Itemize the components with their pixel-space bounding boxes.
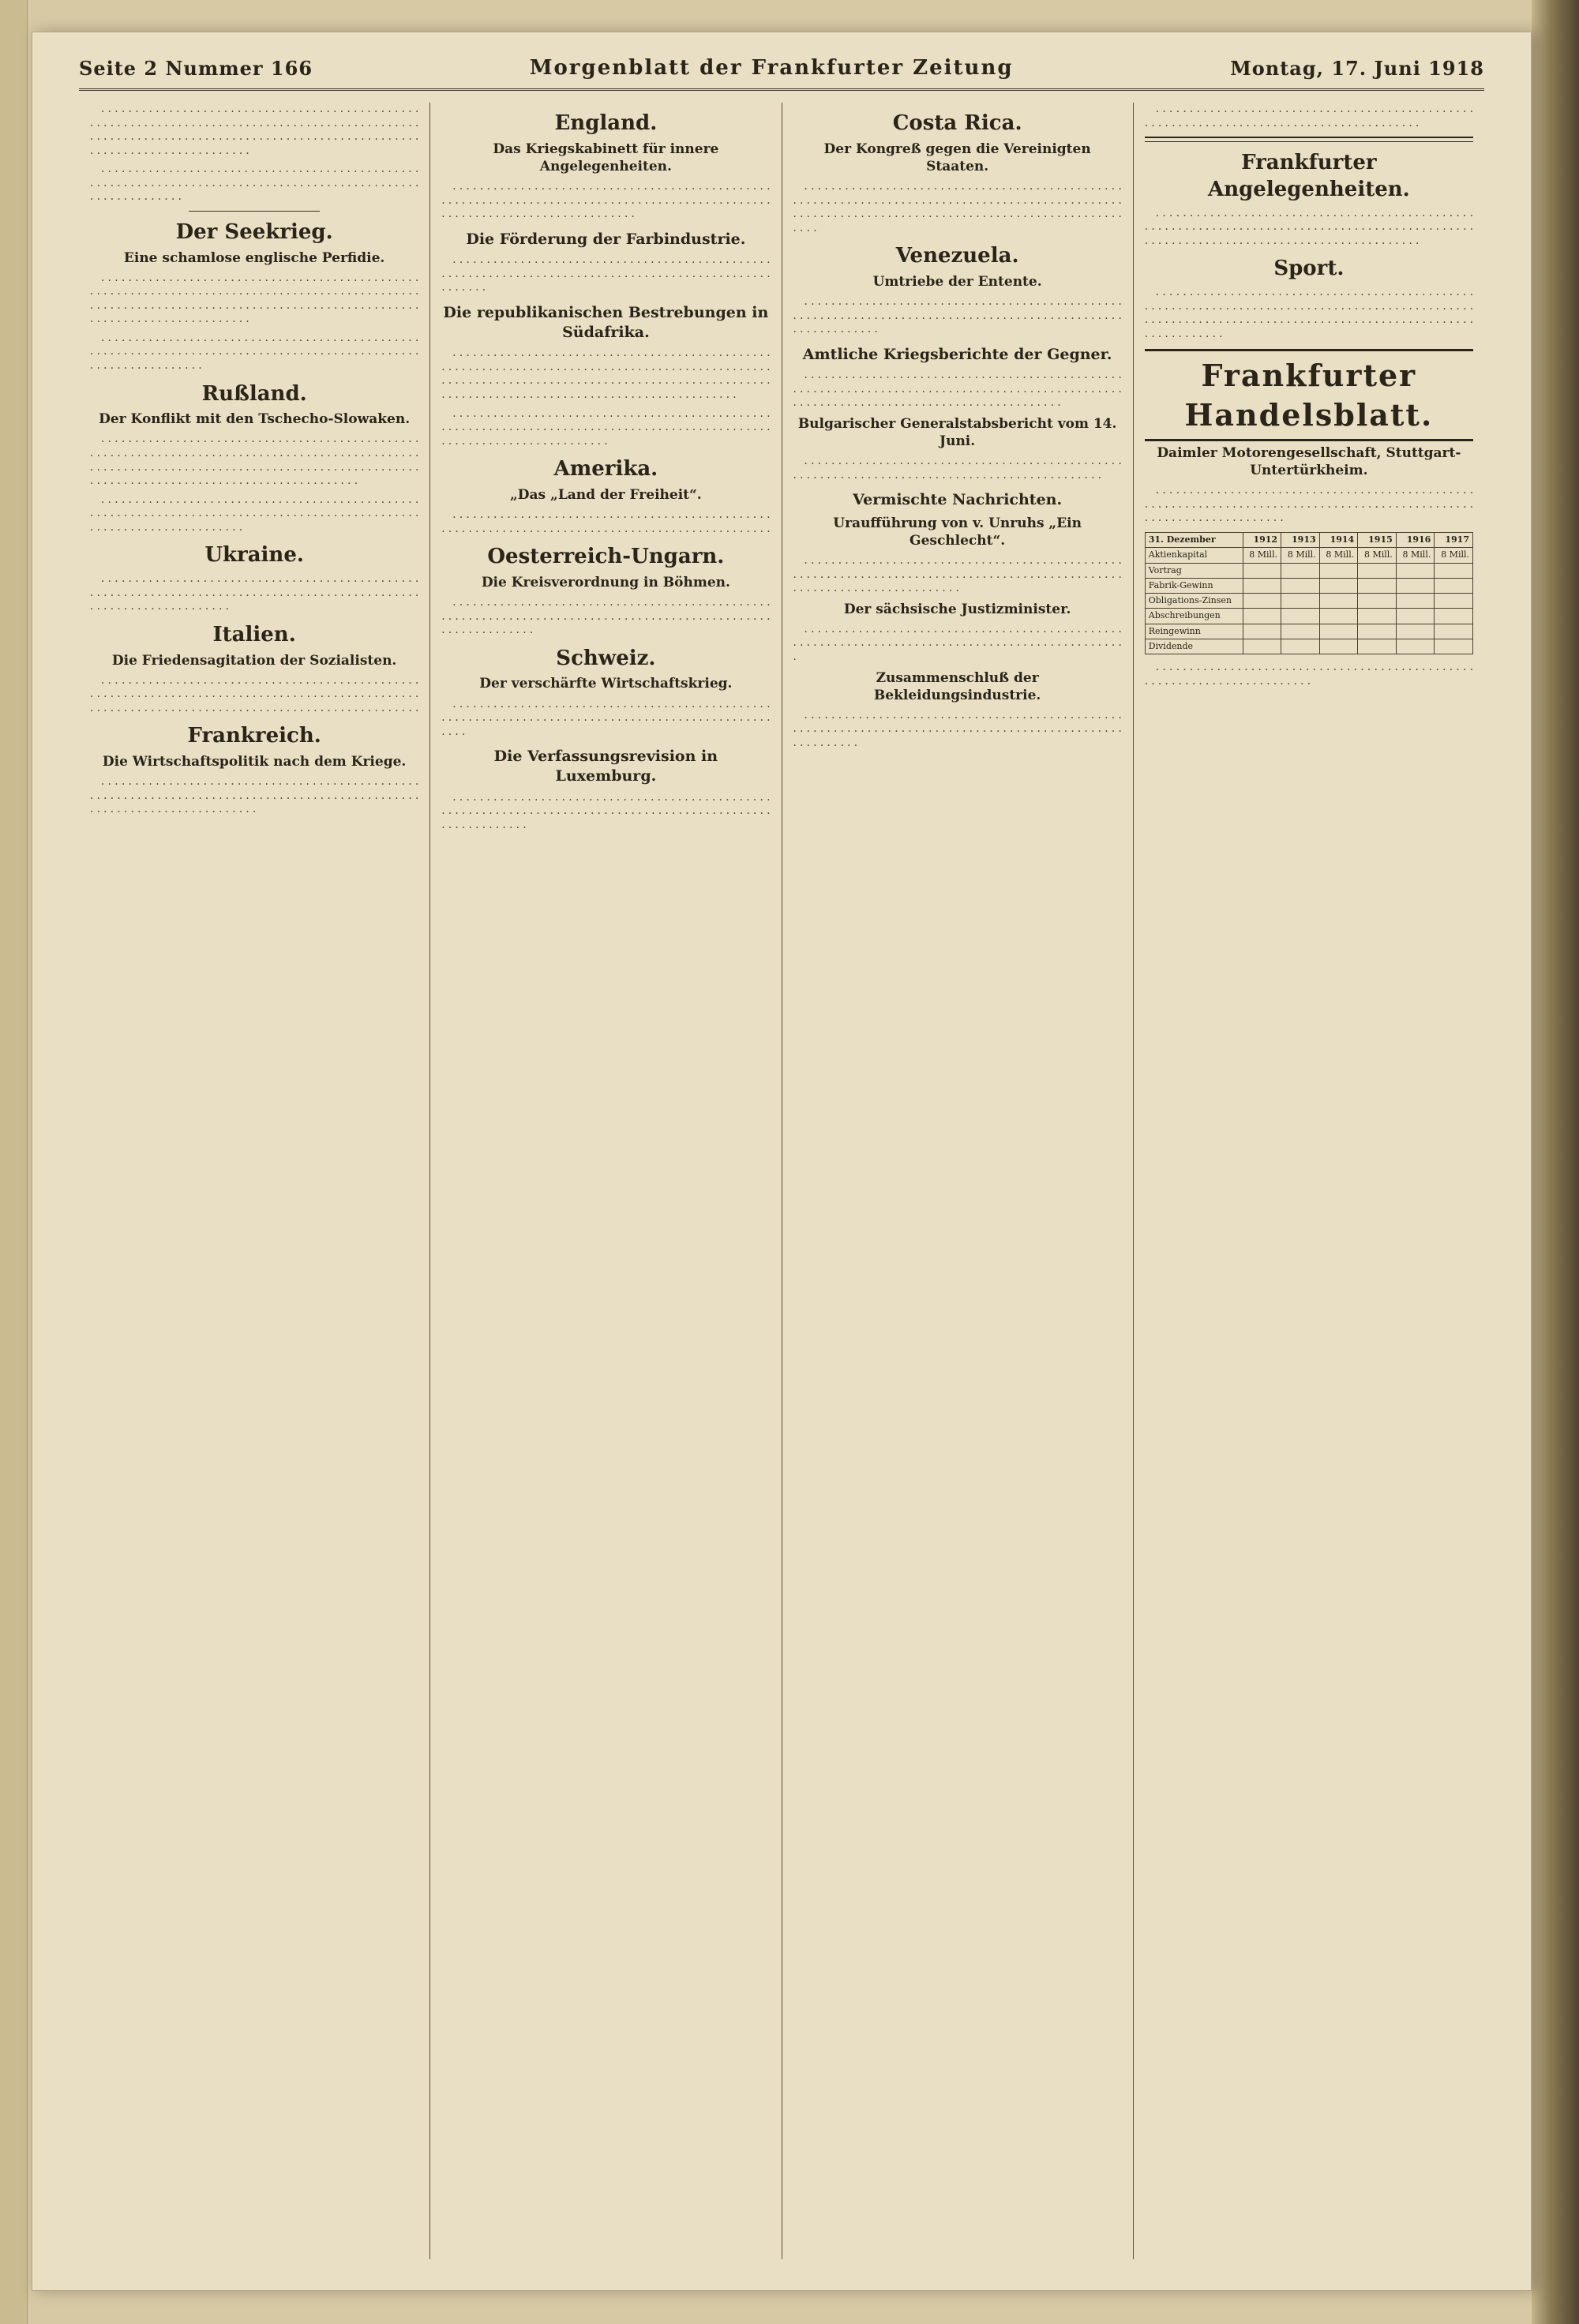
section-subtitle: Die Förderung der Farbindustrie. xyxy=(466,230,746,248)
section-title: Oesterreich-Ungarn. xyxy=(487,545,725,569)
section-subtitle: Der verschärfte Wirtschaftskrieg. xyxy=(479,676,733,692)
table-cell xyxy=(1396,639,1435,654)
table-cell xyxy=(1396,609,1435,624)
handelsblatt-masthead: Frankfurter Handelsblatt. xyxy=(1145,349,1473,441)
scan-ruler xyxy=(0,0,28,2324)
section-subtitle: Die Verfassungsrevision in Luxemburg. xyxy=(493,748,718,785)
table-cell xyxy=(1435,639,1473,654)
table-row xyxy=(1145,563,1472,578)
table-cell xyxy=(1358,563,1397,578)
table-cell xyxy=(1358,594,1397,609)
section-title: Amerika. xyxy=(553,457,658,482)
table-cell xyxy=(1435,594,1473,609)
table-cell xyxy=(1281,578,1320,593)
section-title: Sport. xyxy=(1273,257,1345,281)
section-title: Rußland. xyxy=(201,381,307,406)
section-subtitle: Der Kongreß gegen die Vereinigten Staaten. xyxy=(823,141,1091,174)
table-cell: Dividende xyxy=(1145,639,1243,654)
column-3: Costa Rica. Der Kongreß gegen die Vereinigten Staaten. . . . . . . . . . . . . . . . . . . . . . . . . . . . . . . . . . . . . . . . . . . . . . . . . . . . . . . . . . . . . . . . . . . . . . . . . . . . . . . . . . . . . . . . . . . . . . . . . . . . . . . . . . . . . . . . . . . . . . . . . . . . . . . . . . . . . . . . . . . . . . . . . . . . . . Venezuela. Umtriebe der Entente. . . . . . . . . . . . . . . . . . . . . . . . . . . . . . . . . . . . . . . . . . . . . . . . . . . . . . . . . . . . . . . . . . . . . . . . . . . . . . . . . . . . . . . . . . . . . . . . . . . . . . . . . . . . . . Amtliche Kriegsberichte der Gegner. . . . . . . . . . . . . . . . . . . . . . . . . . . . . . . . . . . . . . . . . . . . . . . . . . . . . . . . . . . . . . . . . . . . . . . . . . . . . . . . . . . . . . . . . . . . . . . . . . . . . . . . . . . . . . . . . . . . . . . . . . . . . . . . . . . . . . . . . Bulgarischer Generalstabsbericht vom 14. Juni. . . . . . . . . . . . . . . . . . . . . . . . . . . . . . . . . . . . . . . . . . . . . . . . . . . . . . . . . . . . . . . . . . . . . . . . . . . . . . . . . . . . . . . . . . . . . . Vermischte Nachrichten. Uraufführung von v. Unruhs „Ein Geschlecht“. . . . . . . . . . . . . . . . . . . . . . . . . . . . . . . . . . . . . . . . . . . . . . . . . . . . . . . . . . . . . . . . . . . . . . . . . . . . . . . . . . . . . . . . . . . . . . . . . . . . . . . . . . . . . . . . . . . . . . . . . . Der sächsische Justizminister. . . . . . . . . . . . . . . . . . . . . . . . . . . . . . . . . . . . . . . . . . . . . . . . . . . . . . . . . . . . . . . . . . . . . . . . . . . . . . . . . . . . . . . . . . . . . . . . . . Zusammenschluß der Bekleidungsindustrie. . . . . . . . . . . . . . . . . . . . . . . . . . . . . . . . . . . . . . . . . . . . . . . . . . . . . . . . . . . . . . . . . . . . . . . . . . . . . . . . . . . . . . . . . . . . . . . . . . . . . . . . . . . xyxy=(782,103,1134,2259)
section-subtitle: Das Kriegskabinett für innere Angelegenheiten. xyxy=(493,141,719,174)
section-title: Italien. xyxy=(212,622,296,647)
table-cell xyxy=(1243,578,1281,593)
table-cell xyxy=(1358,624,1397,639)
table-cell xyxy=(1358,609,1397,624)
page-header xyxy=(79,47,1484,91)
table-row xyxy=(1145,639,1472,654)
table-header-cell: 1917 xyxy=(1435,532,1473,547)
table-cell: Vortrag xyxy=(1145,563,1243,578)
table-cell: 8 Mill. xyxy=(1243,548,1281,563)
section-title: Costa Rica. xyxy=(892,111,1022,135)
table-cell xyxy=(1319,639,1358,654)
section-subtitle: „Das „Land der Freiheit“. xyxy=(510,486,702,503)
table-cell xyxy=(1396,594,1435,609)
table-cell xyxy=(1243,609,1281,624)
table-row xyxy=(1145,578,1472,593)
section-subtitle: Uraufführung von v. Unruhs „Ein Geschlecht“. xyxy=(833,515,1082,549)
table-cell xyxy=(1358,639,1397,654)
section-subtitle: Die Kreisverordnung in Böhmen. xyxy=(481,574,730,590)
table-cell xyxy=(1243,624,1281,639)
table-row xyxy=(1145,609,1472,624)
table-cell xyxy=(1319,594,1358,609)
column-1: . . . . . . . . . . . . . . . . . . . . . . . . . . . . . . . . . . . . . . . . . . . . . . . . . . . . . . . . . . . . . . . . . . . . . . . . . . . . . . . . . . . . . . . . . . . . . . . . . . . . . . . . . . . . . . . . . . . . . . . . . . . . . . . . . . . . . . . . . . . . . . . . . . . . . . . . . . . . . . . . . . . . . . . . . . . . . . . . . . . . . . . . . . . . . . . . . . . . . . . . . . . . . . . . . . . . . . . . . . . . . . . . . . . . . . . . . . . . . . . . . . . . . . . . . . . . . . . . . . . . . . . . . . . . . . . . . . . . . . . Der Seekrieg. Eine schamlose englische Perfidie. . . . . . . . . . . . . . . . . . . . . . . . . . . . . . . . . . . . . . . . . . . . . . . . . . . . . . . . . . . . . . . . . . . . . . . . . . . . . . . . . . . . . . . . . . . . . . . . . . . . . . . . . . . . . . . . . . . . . . . . . . . . . . . . . . . . . . . . . . . . . . . . . . . . . . . . . . . . . . . . . . . . . . . . . . . . . . . . . . . . . . . . . . . . . . . . . . . . . . . . . . . . . . . . . . . . . . . . . . . . . . . . . . . . . . . . . . . . . . . . . . . . . . . . . . . . . . . . . . . . . . . . . . . . . . . . . . . . . . . . . . . Rußland. Der Konflikt mit den Tschecho-Slowaken. . . . . . . . . . . . . . . . . . . . . . . . . . . . . . . . . . . . . . . . . . . . . . . . . . . . . . . . . . . . . . . . . . . . . . . . . . . . . . . . . . . . . . . . . . . . . . . . . . . . . . . . . . . . . . . . . . . . . . . . . . . . . . . . . . . . . . . . . . . . . . . . . . . . . . . . . . . . . . . . . . . . . . . . . . . . . . . . . . . . . . . . . . . . . . . . . . . . . . . . . . . . . . . . . . . . . . . . . . . . . . . . . . . . . . . . . . . . . . . . . . . . . . . . . . . . . . . . . . . . . . . . . . . . . . . . . . . . . . . . . . . . . . . . . . . . . . . . . . . . . . . . . Ukraine. . . . . . . . . . . . . . . . . . . . . . . . . . . . . . . . . . . . . . . . . . . . . . . . . . . . . . . . . . . . . . . . . . . . . . . . . . . . . . . . . . . . . . . . . . . . . . . . . . . . . . . . . . . . . . . . . . . . . . Italien. Die Friedensagitation der Sozialisten. . . . . . . . . . . . . . . . . . . . . . . . . . . . . . . . . . . . . . . . . . . . . . . . . . . . . . . . . . . . . . . . . . . . . . . . . . . . . . . . . . . . . . . . . . . . . . . . . . . . . . . . . . . . . . . . . . . . . . . . . . . . . . . . . . . . . . . . . . . . . . . . . . Frankreich. Die Wirtschaftspolitik nach dem Kriege. . . . . . . . . . . . . . . . . . . . . . . . . . . . . . . . . . . . . . . . . . . . . . . . . . . . . . . . . . . . . . . . . . . . . . . . . . . . . . . . . . . . . . . . . . . . . . . . . . . . . . . . . . . . . . . . . . . . . . . . . . xyxy=(79,103,430,2259)
table-header-cell: 31. Dezember xyxy=(1145,532,1243,547)
table-cell xyxy=(1243,639,1281,654)
column-4: . . . . . . . . . . . . . . . . . . . . . . . . . . . . . . . . . . . . . . . . . . . . . . . . . . . . . . . . . . . . . . . . . . . . . . . . . . . . . . . . . . . . . . . . Frankfurter Angelegenheiten. . . . . . . . . . . . . . . . . . . . . . . . . . . . . . . . . . . . . . . . . . . . . . . . . . . . . . . . . . . . . . . . . . . . . . . . . . . . . . . . . . . . . . . . . . . . . . . . . . . . . . . . . . . . . . . . . . . . . . . . . . . . . . . . . . . . . . . . . . Sport. . . . . . . . . . . . . . . . . . . . . . . . . . . . . . . . . . . . . . . . . . . . . . . . . . . . . . . . . . . . . . . . . . . . . . . . . . . . . . . . . . . . . . . . . . . . . . . . . . . . . . . . . . . . . . . . . . . . . . . . . . . . . . . . . . . . . . . . . . . . . . . . . . . . . . . . . . . . . . Frankfurter Handelsblatt. Daimler Motorengesellschaft, Stuttgart-Untertürkheim. . . . . . . . . . . . . . . . . . . . . . . . . . . . . . . . . . . . . . . . . . . . . . . . . . . . . . . . . . . . . . . . . . . . . . . . . . . . . . . . . . . . . . . . . . . . . . . . . . . . . . . . . . . . . . . . . . . . . . 31. Dezember 1912 1913 1914 1915 1916 1917 Aktienkapital 8 Mill. 8 Mill. 8 Mill. 8 Mill. 8 Mill. 8 Mill. Vortrag Fabrik-Gewinn Obligations-Zinsen Abschreibungen Reingewinn Dividende . . . . . . . . . . . . . . . . . . . . . . . . . . . . . . . . . . . . . . . . . . . . . . . . . . . . . . . . . . . . . . . . . . . . . . . . xyxy=(1144,103,1474,688)
section-subtitle: Amtliche Kriegsberichte der Gegner. xyxy=(802,345,1112,363)
table-cell xyxy=(1281,594,1320,609)
section-title: Schweiz. xyxy=(556,646,656,670)
issue-date: Montag, 17. Juni 1918 xyxy=(1230,56,1484,80)
table-cell xyxy=(1358,578,1397,593)
table-header-row xyxy=(1145,532,1472,547)
table-cell xyxy=(1281,624,1320,639)
column-2: England. Das Kriegskabinett für innere Angelegenheiten. . . . . . . . . . . . . . . . . . . . . . . . . . . . . . . . . . . . . . . . . . . . . . . . . . . . . . . . . . . . . . . . . . . . . . . . . . . . . . . . . . . . . . . . . . . . . . . . . . . . . . . . . . . . . . . . . . . . . . . . . . . . . . Die Förderung der Farbindustrie. . . . . . . . . . . . . . . . . . . . . . . . . . . . . . . . . . . . . . . . . . . . . . . . . . . . . . . . . . . . . . . . . . . . . . . . . . . . . . . . . . . . . . . . . . . . . . . . . . . . . . . . Die republikanischen Bestrebungen in Südafrika. . . . . . . . . . . . . . . . . . . . . . . . . . . . . . . . . . . . . . . . . . . . . . . . . . . . . . . . . . . . . . . . . . . . . . . . . . . . . . . . . . . . . . . . . . . . . . . . . . . . . . . . . . . . . . . . . . . . . . . . . . . . . . . . . . . . . . . . . . . . . . . . . . . . . . . . . . . . . . . . . . . . . . . . . . . . . . . . . . . . . . . . . . . . . . . . . . . . . . . . . . . . . . . . . . . . . . . . . . . . . . . . . . . . . . . . . . . . . . . . . . . . . . . . . . . . . . . . . . . . . . . . . . . . . . . . . . . . . . . . . . . . . . . . . . . . . . . . . . . . . . . . . . . . . . . Amerika. „Das „Land der Freiheit“. . . . . . . . . . . . . . . . . . . . . . . . . . . . . . . . . . . . . . . . . . . . . . . . . . . . . . . . . . . . . . . . . . . . . . . . . . . . . . . . . . . . . . . . . . . . . . . . . Oesterreich-Ungarn. Die Kreisverordnung in Böhmen. . . . . . . . . . . . . . . . . . . . . . . . . . . . . . . . . . . . . . . . . . . . . . . . . . . . . . . . . . . . . . . . . . . . . . . . . . . . . . . . . . . . . . . . . . . . . . . . . . . . . . . . . . . . . . . Schweiz. Der verschärfte Wirtschaftskrieg. . . . . . . . . . . . . . . . . . . . . . . . . . . . . . . . . . . . . . . . . . . . . . . . . . . . . . . . . . . . . . . . . . . . . . . . . . . . . . . . . . . . . . . . . . . . . . . . . . . . . Die Verfassungsrevision in Luxemburg. . . . . . . . . . . . . . . . . . . . . . . . . . . . . . . . . . . . . . . . . . . . . . . . . . . . . . . . . . . . . . . . . . . . . . . . . . . . . . . . . . . . . . . . . . . . . . . . . . . . . . . . . . . . . . xyxy=(430,103,782,2259)
company-heading: Daimler Motorengesellschaft, Stuttgart-Untertürkheim. xyxy=(1157,445,1461,479)
section-subtitle: Die Wirtschaftspolitik nach dem Kriege. xyxy=(102,754,407,770)
section-subtitle: Der sächsische Justizminister. xyxy=(843,601,1071,617)
table-header-cell: 1916 xyxy=(1396,532,1435,547)
section-title: Der Seekrieg. xyxy=(175,219,333,244)
section-title: Ukraine. xyxy=(204,543,304,568)
table-cell xyxy=(1319,563,1358,578)
balance-table xyxy=(1145,532,1473,654)
section-title: Frankreich. xyxy=(187,724,321,748)
table-cell: Abschreibungen xyxy=(1145,609,1243,624)
table-cell: Obligations-Zinsen xyxy=(1145,594,1243,609)
table-cell xyxy=(1435,578,1473,593)
table-header-cell: 1914 xyxy=(1319,532,1358,547)
section-title: Frankfurter Angelegenheiten. xyxy=(1208,151,1410,201)
table-cell: 8 Mill. xyxy=(1281,548,1320,563)
table-row xyxy=(1145,594,1472,609)
section-subtitle: Die republikanischen Bestrebungen in Südafrika. xyxy=(443,303,769,341)
table-cell xyxy=(1435,609,1473,624)
table-cell xyxy=(1319,609,1358,624)
table-cell xyxy=(1319,624,1358,639)
section-title: Venezuela. xyxy=(895,244,1019,268)
table-row xyxy=(1145,548,1472,563)
table-cell xyxy=(1281,639,1320,654)
table-cell xyxy=(1319,578,1358,593)
table-row xyxy=(1145,624,1472,639)
table-cell xyxy=(1396,563,1435,578)
table-cell xyxy=(1281,563,1320,578)
table-cell: Aktienkapital xyxy=(1145,548,1243,563)
table-cell: 8 Mill. xyxy=(1435,548,1473,563)
section-subtitle: Eine schamlose englische Perfidie. xyxy=(123,249,385,266)
section-subtitle: Umtriebe der Entente. xyxy=(872,273,1042,290)
columns xyxy=(79,103,1484,2259)
table-cell: 8 Mill. xyxy=(1396,548,1435,563)
section-subtitle: Bulgarischer Generalstabsbericht vom 14. Juni. xyxy=(797,416,1117,450)
section-subtitle: Zusammenschluß der Bekleidungsindustrie. xyxy=(873,669,1041,703)
table-cell: 8 Mill. xyxy=(1358,548,1397,563)
table-cell: Reingewinn xyxy=(1145,624,1243,639)
table-cell: 8 Mill. xyxy=(1319,548,1358,563)
table-cell xyxy=(1396,578,1435,593)
table-cell xyxy=(1435,563,1473,578)
table-cell xyxy=(1281,609,1320,624)
table-cell xyxy=(1243,563,1281,578)
table-cell xyxy=(1435,624,1473,639)
book-spine xyxy=(1532,0,1579,2324)
page-number: Seite 2 Nummer 166 xyxy=(79,56,313,80)
section-title: England. xyxy=(554,111,658,135)
newspaper-page xyxy=(32,32,1532,2291)
table-header-cell: 1913 xyxy=(1281,532,1320,547)
table-cell xyxy=(1243,594,1281,609)
table-cell xyxy=(1396,624,1435,639)
section-subtitle: Der Konflikt mit den Tschecho-Slowaken. xyxy=(99,411,411,428)
table-header-cell: 1912 xyxy=(1243,532,1281,547)
section-subtitle: Vermischte Nachrichten. xyxy=(853,491,1063,509)
table-header-cell: 1915 xyxy=(1358,532,1397,547)
table-cell: Fabrik-Gewinn xyxy=(1145,578,1243,593)
newspaper-title: Morgenblatt der Frankfurter Zeitung xyxy=(529,56,1014,80)
section-subtitle: Die Friedensagitation der Sozialisten. xyxy=(111,652,397,669)
